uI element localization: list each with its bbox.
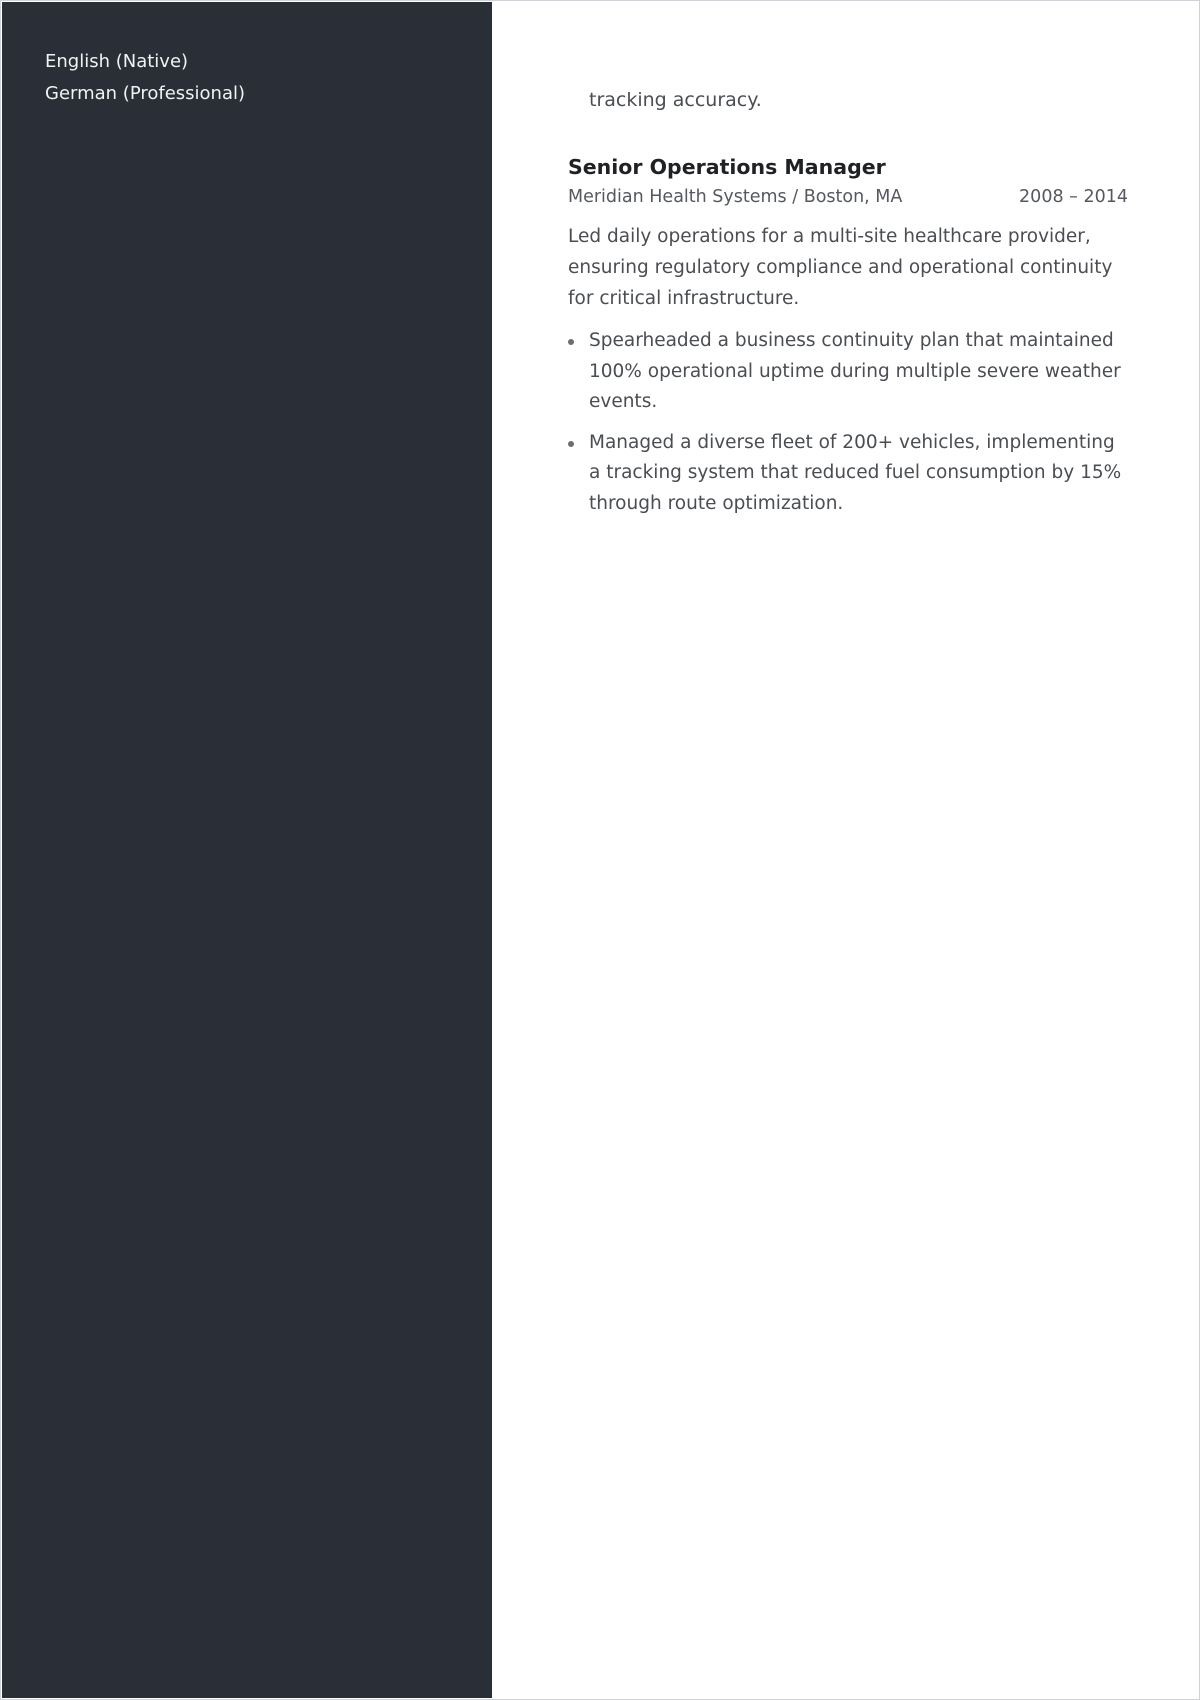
achievement-text: Spearheaded a business continuity plan that maintained 100% operational uptime during multiple severe weather events. bbox=[589, 330, 1121, 412]
achievement-item bbox=[568, 428, 1128, 520]
job-meta bbox=[568, 183, 1128, 211]
bullet-icon bbox=[568, 339, 574, 345]
continued-bullet-text: tracking accuracy. bbox=[589, 89, 762, 111]
achievement-text: Managed a diverse fleet of 200+ vehicles, implementing a tracking system that reduced fuel consumption by 15% through route optimization. bbox=[589, 431, 1122, 514]
job-company-location: Meridian Health Systems / Boston, MA bbox=[568, 187, 903, 207]
job-description: Led daily operations for a multi-site healthcare provider, ensuring regulatory compliance and operational continuity for critical infrastructure. bbox=[568, 226, 1113, 309]
bullet-icon bbox=[568, 441, 574, 447]
language-item: English (Native) bbox=[45, 51, 189, 72]
job-dates: 2008 – 2014 bbox=[1019, 187, 1128, 207]
languages-list bbox=[45, 46, 245, 110]
achievement-item bbox=[568, 326, 1128, 418]
experience-entry bbox=[568, 152, 1128, 529]
job-title: Senior Operations Manager bbox=[568, 155, 886, 179]
job-achievements-list bbox=[568, 326, 1128, 519]
resume-sidebar bbox=[2, 2, 492, 1698]
language-item: German (Professional) bbox=[45, 83, 246, 104]
